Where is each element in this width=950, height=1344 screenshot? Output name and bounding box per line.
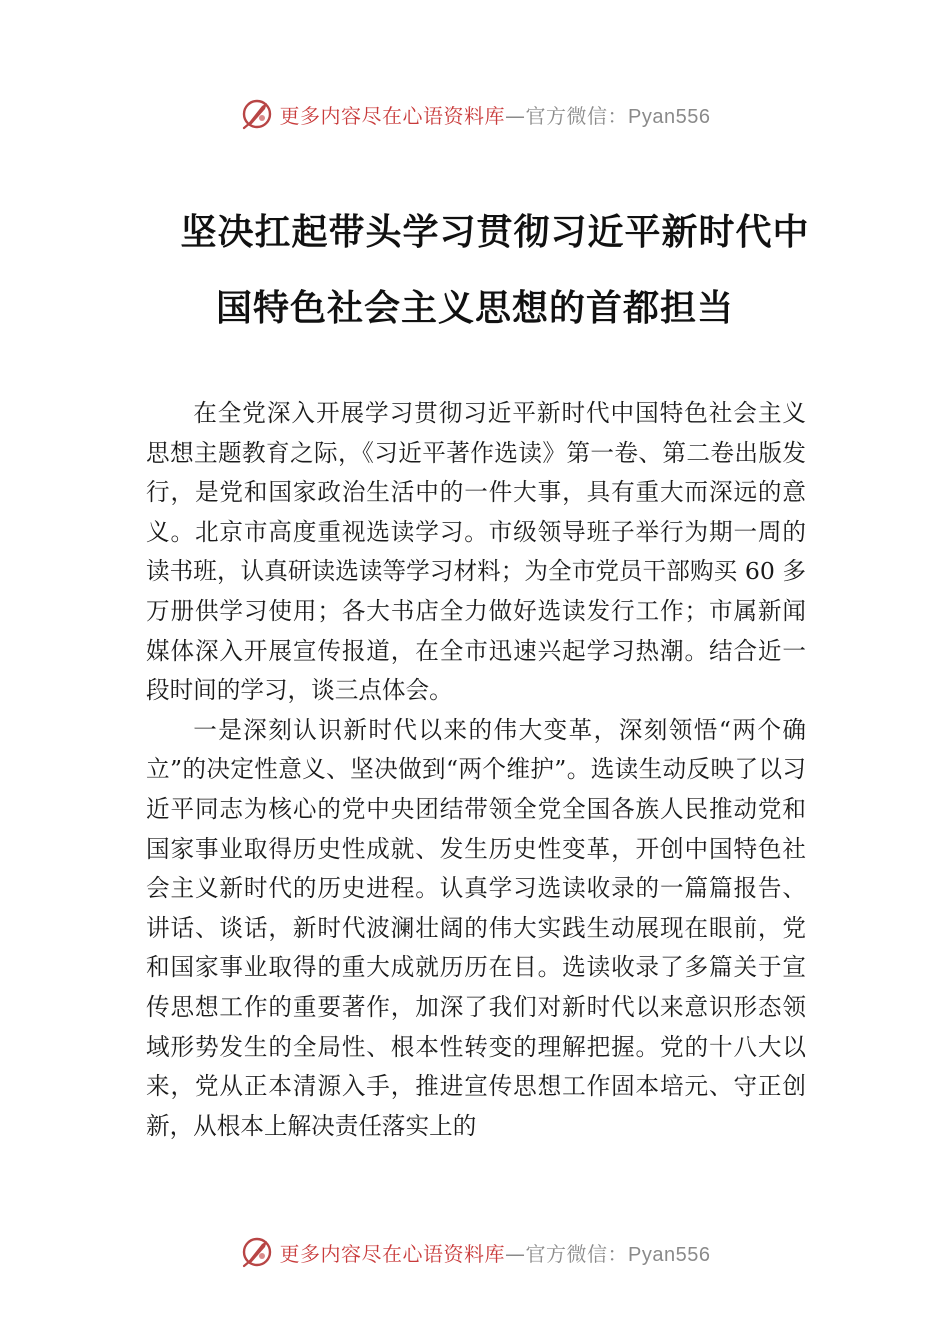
- footer-banner-text: [280, 1238, 711, 1267]
- header-banner-text: [280, 100, 711, 129]
- body-paragraph: 在全党深入开展学习贯彻习近平新时代中国特色社会主义思想主题教育之际，《习近平著作选读》第一卷、第二卷出版发行，是党和国家政治生活中的一件大事，具有重大而深远的意义。北京市高度重视选读学习。市级领导班子举行为期一周的读书班，认真研读选读等学习材料；为全市党员干部购买 60 多万册供学习使用；各大书店全力做好选读发行工作；市属新闻媒体深入开展宣传报道，在全市迅速兴起学习热潮。结合近一段时间的学习，谈三点体会。: [146, 399, 806, 705]
- footer-banner-red-text: 更多内容尽在心语资料库: [279, 1241, 506, 1266]
- header-banner-gray-text: —官方微信：: [505, 103, 629, 128]
- header-banner: [0, 94, 950, 134]
- quill-pen-logo-icon: [240, 97, 274, 131]
- body-paragraph: 一是深刻认识新时代以来的伟大变革，深刻领悟“两个确立”的决定性意义、坚决做到“两个维护”。选读生动反映了以习近平同志为核心的党中央团结带领全党全国各族人民推动党和国家事业取得历史性成就、发生历史性变革，开创中国特色社会主义新时代的历史进程。认真学习选读收录的一篇篇报告、讲话、谈话，新时代波澜壮阔的伟大实践生动展现在眼前，党和国家事业取得的重大成就历历在目。选读收录了多篇关于宣传思想工作的重要著作，加深了我们对新时代以来意识形态领域形势发生的全局性、根本性转变的理解把握。党的十八大以来，党从正本清源入手，推进宣传思想工作固本培元、守正创新，从根本上解决责任落实上的: [146, 715, 806, 1140]
- footer-banner: [0, 1232, 950, 1272]
- quill-pen-logo-icon: [240, 1235, 274, 1269]
- header-banner-red-text: 更多内容尽在心语资料库: [279, 103, 506, 128]
- document-body: [146, 394, 806, 1146]
- footer-banner-wechat-id: Pyan556: [628, 1243, 711, 1266]
- footer-banner-gray-text: —官方微信：: [505, 1241, 629, 1266]
- document-title-line-2: 国特色社会主义思想的首都担当: [215, 288, 734, 329]
- document-title-line-1: 坚决扛起带头学习贯彻习近平新时代中: [180, 212, 810, 253]
- header-banner-wechat-id: Pyan556: [628, 105, 711, 128]
